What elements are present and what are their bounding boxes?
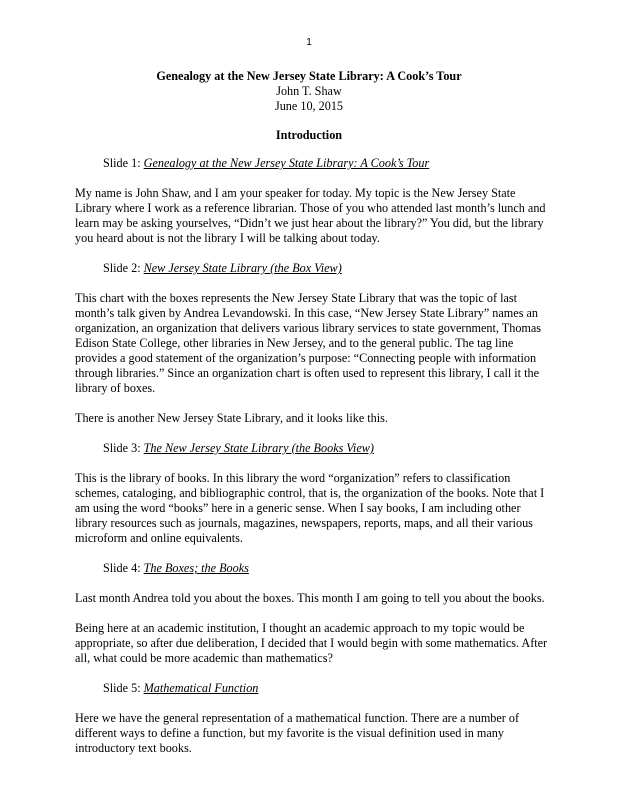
paragraph: My name is John Shaw, and I am your speaker for today. My topic is the New Jersey State Library where I work as a reference librarian. Those of you who attended last month’s lunch and learn may be asking yourselves, “Didn’t we just hear about the library?” You did, but the library you heard about is not the library I will be talking about today. [75,186,546,245]
document-header [0,69,618,114]
slide-title: The Boxes; the Books [143,561,249,575]
paragraph: Being here at an academic institution, I thought an academic approach to my topic would be appropriate, so after due deliberation, I decided that I would begin with some mathematics. After all, what could be more academic than mathematics? [75,621,548,665]
paragraph: Last month Andrea told you about the boxes. This month I am going to tell you about the books. [75,591,545,605]
slide-heading-4 [103,561,550,576]
slide-heading-1 [103,156,550,171]
slide-title: The New Jersey State Library (the Books View) [143,441,374,455]
paragraph: This chart with the boxes represents the New Jersey State Library that was the topic of last month’s talk given by Andrea Levandowski. In this case, “New Jersey State Library” names an organization, an organization that delivers various library services to state government, Thomas Edison State College, other libraries in New Jersey, and to the general public. The tag line provides a good statement of the organization’s purpose: “Connecting people with information through libraries.” Since an organization chart is often used to represent this library, I call it the library of boxes. [75,291,542,395]
slide-label: Slide 2: [103,261,141,275]
slide-title: New Jersey State Library (the Box View) [143,261,342,275]
document-body [75,156,550,771]
slide-heading-2 [103,261,550,276]
paragraph: There is another New Jersey State Library, and it looks like this. [75,411,388,425]
slide-heading-3 [103,441,550,456]
section-heading: Introduction [275,128,343,142]
slide-title: Mathematical Function [143,681,259,695]
slide-label: Slide 4: [103,561,141,575]
slide-title: Genealogy at the New Jersey State Library: A Cook’s Tour [143,156,430,170]
paragraph: This is the library of books. In this library the word “organization” refers to classification schemes, cataloging, and bibliographic control, that is, the organization of the books. Note that I am using the word “books” here in a generic sense. When I say books, I am including other library resources such as journals, magazines, newspapers, reports, maps, and all their various microform and online equivalents. [75,471,545,545]
slide-label: Slide 5: [103,681,141,695]
paragraph: Here we have the general representation of a mathematical function. There are a number of different ways to define a function, but my favorite is the visual definition used in many introductory text books. [75,711,520,755]
page-number: 1 [306,37,312,48]
slide-heading-5 [103,681,550,696]
slide-label: Slide 1: [103,156,141,170]
author: John T. Shaw [276,84,342,98]
document-title: Genealogy at the New Jersey State Library: A Cook’s Tour [156,69,462,83]
date: June 10, 2015 [274,99,344,113]
slide-label: Slide 3: [103,441,141,455]
